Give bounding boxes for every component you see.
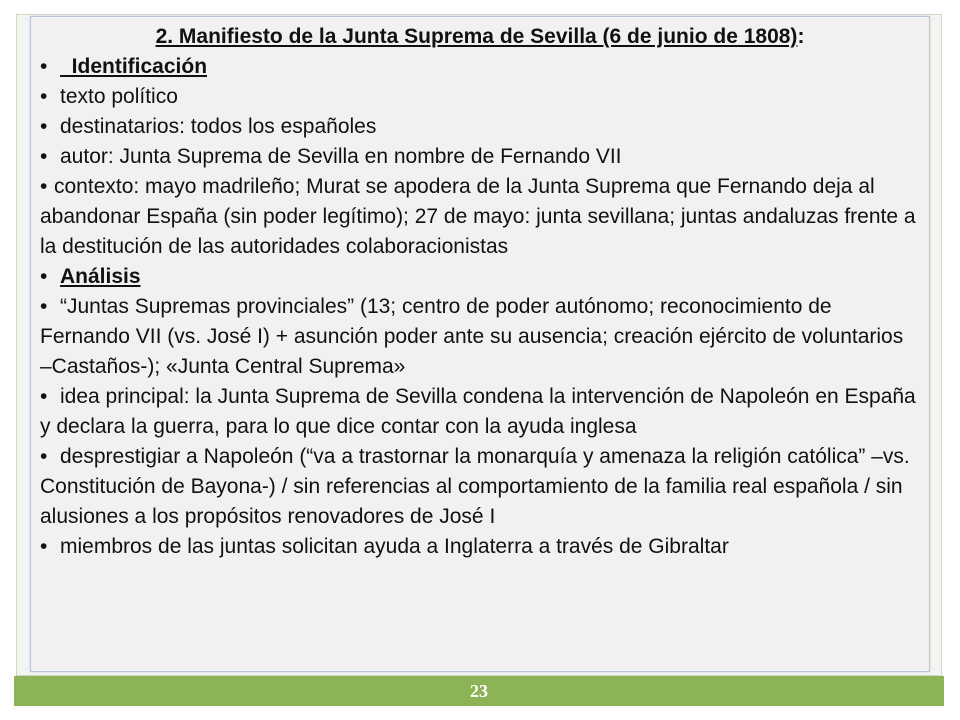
slide-title [40, 22, 920, 52]
list-item [40, 112, 920, 142]
bullet-marker: • [40, 55, 48, 78]
bullet-marker: • [40, 445, 48, 468]
section-heading-identificacion: Identificación [60, 55, 208, 78]
section-heading-analisis: Análisis [60, 265, 141, 288]
list-item-text: desprestigiar a Napoleón (“va a trastornar la monarquía y amenaza la religión católica” –vs. Constitución de Bayona-) / sin referencias al comportamiento de la familia real española / sin alusiones a los propósitos renovadores de José I [40, 445, 910, 528]
list-item [40, 142, 920, 172]
list-item [40, 82, 920, 112]
list-item-text: miembros de las juntas solicitan ayuda a Inglaterra a través de Gibraltar [60, 535, 729, 558]
list-item [40, 442, 920, 532]
page-number: 23 [470, 680, 488, 701]
bullet-marker: • [40, 295, 48, 318]
list-item [40, 532, 920, 562]
list-item-text: destinatarios: todos los españoles [60, 115, 377, 138]
slide-title-text: 2. Manifiesto de la Junta Suprema de Sevilla (6 de junio de 1808) [155, 25, 798, 48]
bullet-marker: • [40, 145, 48, 168]
list-item-identificacion [40, 52, 920, 82]
list-item-analisis [40, 262, 920, 292]
slide-content [40, 22, 920, 562]
list-item [40, 382, 920, 442]
list-item-text: texto político [60, 85, 178, 108]
list-item-text: “Juntas Supremas provinciales” (13; centro de poder autónomo; reconocimiento de Fernando VII (vs. José I) + asunción poder ante su ausencia; creación ejército de voluntarios –Castaños-); «Junta Central Suprema» [40, 295, 904, 378]
bullet-marker: • [40, 535, 48, 558]
list-item [40, 292, 920, 382]
list-item [40, 172, 920, 262]
bullet-list [40, 52, 920, 562]
slide-title-suffix: : [797, 25, 805, 48]
list-item-text: idea principal: la Junta Suprema de Sevilla condena la intervención de Napoleón en España y declara la guerra, para lo que dice contar con la ayuda inglesa [40, 385, 916, 438]
bullet-marker: • [40, 175, 48, 198]
bullet-marker: • [40, 85, 48, 108]
list-item-text: autor: Junta Suprema de Sevilla en nombre de Fernando VII [60, 145, 622, 168]
footer-bar [14, 676, 944, 706]
bullet-marker: • [40, 265, 48, 288]
bullet-marker: • [40, 115, 48, 138]
bullet-marker: • [40, 385, 48, 408]
list-item-text: contexto: mayo madrileño; Murat se apodera de la Junta Suprema que Fernando deja al abandonar España (sin poder legítimo); 27 de mayo: junta sevillana; juntas andaluzas frente a la destitución de las autoridades colaboracionistas [40, 175, 916, 258]
